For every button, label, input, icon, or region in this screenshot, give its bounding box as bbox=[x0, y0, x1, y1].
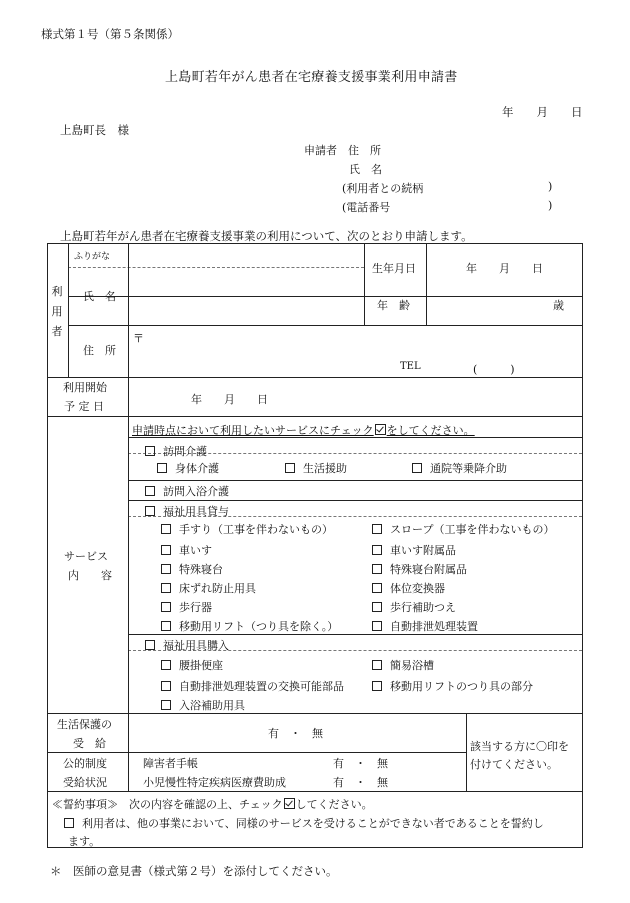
public-label-1: 公的制度 bbox=[63, 757, 107, 770]
public-row-pediatric: 小児慢性特定疾病医療費助成 bbox=[143, 776, 286, 789]
checkbox-icon[interactable] bbox=[161, 700, 171, 710]
rental-left-3[interactable]: 床ずれ防止用具 bbox=[161, 580, 256, 596]
rental-right-0[interactable]: スロープ（工事を伴わないもの） bbox=[372, 521, 554, 537]
public-row-disability: 障害者手帳 bbox=[143, 757, 198, 770]
purchase-left-0[interactable]: 腰掛便座 bbox=[161, 657, 223, 673]
checkbox-icon[interactable] bbox=[161, 621, 171, 631]
welfare-label-2: 受 給 bbox=[73, 737, 106, 750]
service-label-1: サービス bbox=[64, 550, 108, 563]
checkbox-icon[interactable] bbox=[64, 818, 74, 828]
applicant-phone-label[interactable]: (電話番号 bbox=[342, 201, 391, 214]
checkbox-icon[interactable] bbox=[372, 602, 382, 612]
furigana-label: ふりがな bbox=[74, 252, 111, 262]
check-mark-icon bbox=[375, 424, 386, 435]
tel-field[interactable]: ( ) bbox=[473, 363, 515, 376]
service-purchase[interactable]: 福祉用具購入 bbox=[145, 637, 229, 653]
rental-right-5[interactable]: 自動排泄処理装置 bbox=[372, 618, 478, 634]
circle-note-2: 付けてください。 bbox=[470, 758, 558, 771]
checkbox-icon[interactable] bbox=[161, 602, 171, 612]
circle-note-1: 該当する方に〇印を bbox=[470, 740, 569, 753]
public-row-disability-choice[interactable]: 有 ・ 無 bbox=[333, 757, 388, 770]
tel-label: TEL bbox=[400, 361, 421, 372]
applicant-label: 申請者 bbox=[304, 144, 337, 157]
page-title: 上島町若年がん患者在宅療養支援事業利用申請書 bbox=[165, 70, 458, 85]
checkbox-icon[interactable] bbox=[372, 681, 382, 691]
start-date-field[interactable]: 年 月 日 bbox=[191, 393, 268, 406]
service-home-care-transport[interactable]: 通院等乗降介助 bbox=[412, 460, 507, 476]
postal-mark: 〒 bbox=[133, 332, 144, 345]
user-group-label bbox=[51, 282, 63, 342]
rental-left-0[interactable]: 手すり（工事を伴わないもの） bbox=[161, 521, 333, 537]
service-home-care-physical[interactable]: 身体介護 bbox=[157, 460, 219, 476]
phone-close-paren: ) bbox=[548, 199, 553, 212]
public-label-2: 受給状況 bbox=[63, 776, 107, 789]
checkbox-icon[interactable] bbox=[285, 463, 295, 473]
purchase-left-1[interactable]: 自動排泄処理装置の交換可能部品 bbox=[161, 678, 344, 694]
rental-right-2[interactable]: 特殊寝台附属品 bbox=[372, 561, 467, 577]
checkbox-icon[interactable] bbox=[161, 681, 171, 691]
service-rental[interactable]: 福祉用具貸与 bbox=[145, 503, 229, 519]
user-char-3: 者 bbox=[51, 325, 63, 338]
age-label: 年 齢 bbox=[377, 299, 410, 312]
rental-left-5[interactable]: 移動用リフト（つり具を除く。） bbox=[161, 618, 338, 634]
user-char-1: 利 bbox=[51, 285, 63, 298]
checkbox-icon[interactable] bbox=[161, 564, 171, 574]
checkbox-icon[interactable] bbox=[161, 545, 171, 555]
rental-right-4[interactable]: 歩行補助つえ bbox=[372, 599, 456, 615]
checkbox-icon[interactable] bbox=[157, 463, 167, 473]
purchase-right-0[interactable]: 簡易浴槽 bbox=[372, 657, 434, 673]
user-char-2: 用 bbox=[51, 305, 63, 318]
oath-item[interactable]: 利用者は、他の事業において、同様のサービスを受けることができない者であることを誓約し bbox=[64, 815, 544, 831]
service-instruction: 申請時点において利用したいサービスにチェック をしてください。 bbox=[132, 424, 475, 437]
purchase-left-2[interactable]: 入浴補助用具 bbox=[161, 697, 245, 713]
rental-left-2[interactable]: 特殊寝台 bbox=[161, 561, 223, 577]
checkbox-icon[interactable] bbox=[161, 660, 171, 670]
public-row-pediatric-choice[interactable]: 有 ・ 無 bbox=[333, 776, 388, 789]
intro-text: 上島町若年がん患者在宅療養支援事業の利用について、次のとおり申請します。 bbox=[60, 229, 473, 243]
start-date-label-1: 利用開始 bbox=[63, 381, 107, 394]
service-home-care[interactable]: 訪問介護 bbox=[145, 443, 207, 459]
birth-date-field[interactable]: 年 月 日 bbox=[466, 262, 543, 275]
check-mark-icon bbox=[284, 798, 295, 809]
service-home-care-living[interactable]: 生活援助 bbox=[285, 460, 347, 476]
checkbox-icon[interactable] bbox=[145, 506, 155, 516]
checkbox-icon[interactable] bbox=[412, 463, 422, 473]
checkbox-icon[interactable] bbox=[372, 564, 382, 574]
purchase-right-1[interactable]: 移動用リフトのつり具の部分 bbox=[372, 678, 533, 694]
checkbox-icon[interactable] bbox=[372, 583, 382, 593]
birth-date-label: 生年月日 bbox=[372, 262, 416, 275]
form-number: 様式第１号（第５条関係） bbox=[41, 27, 179, 41]
checkbox-icon[interactable] bbox=[145, 640, 155, 650]
applicant-relation-label[interactable]: (利用者との続柄 bbox=[342, 182, 424, 195]
age-unit: 歳 bbox=[553, 299, 564, 312]
rental-right-3[interactable]: 体位変換器 bbox=[372, 580, 445, 596]
welfare-choice[interactable]: 有 ・ 無 bbox=[268, 727, 323, 740]
rental-right-1[interactable]: 車いす附属品 bbox=[372, 542, 456, 558]
checkbox-icon[interactable] bbox=[372, 660, 382, 670]
applicant-address-label[interactable]: 住 所 bbox=[348, 144, 381, 157]
applicant-name-label[interactable]: 氏 名 bbox=[349, 163, 382, 176]
checkbox-icon[interactable] bbox=[145, 446, 155, 456]
application-date[interactable]: 年 月 日 bbox=[502, 105, 583, 119]
start-date-label-2: 予 定 日 bbox=[64, 400, 104, 413]
checkbox-icon[interactable] bbox=[372, 621, 382, 631]
rental-left-4[interactable]: 歩行器 bbox=[161, 599, 212, 615]
checkbox-icon[interactable] bbox=[372, 524, 382, 534]
checkbox-icon[interactable] bbox=[372, 545, 382, 555]
rental-left-1[interactable]: 車いす bbox=[161, 542, 212, 558]
user-address-label: 住 所 bbox=[83, 344, 116, 357]
user-name-label: 氏 名 bbox=[83, 290, 116, 303]
checkbox-icon[interactable] bbox=[161, 583, 171, 593]
checkbox-icon[interactable] bbox=[161, 524, 171, 534]
oath-item-cont: ます。 bbox=[68, 835, 101, 848]
relation-close-paren: ) bbox=[548, 180, 553, 193]
oath-title: ≪誓約事項≫ 次の内容を確認の上、チェック してください。 bbox=[52, 798, 373, 811]
service-label-2: 内 容 bbox=[68, 569, 112, 582]
welfare-label-1: 生活保護の bbox=[57, 718, 112, 731]
service-bathing[interactable]: 訪問入浴介護 bbox=[145, 483, 229, 499]
checkbox-icon[interactable] bbox=[145, 486, 155, 496]
footer-note: ＊ 医師の意見書（様式第２号）を添付してください。 bbox=[50, 864, 338, 878]
addressee: 上島町長 様 bbox=[60, 123, 129, 137]
